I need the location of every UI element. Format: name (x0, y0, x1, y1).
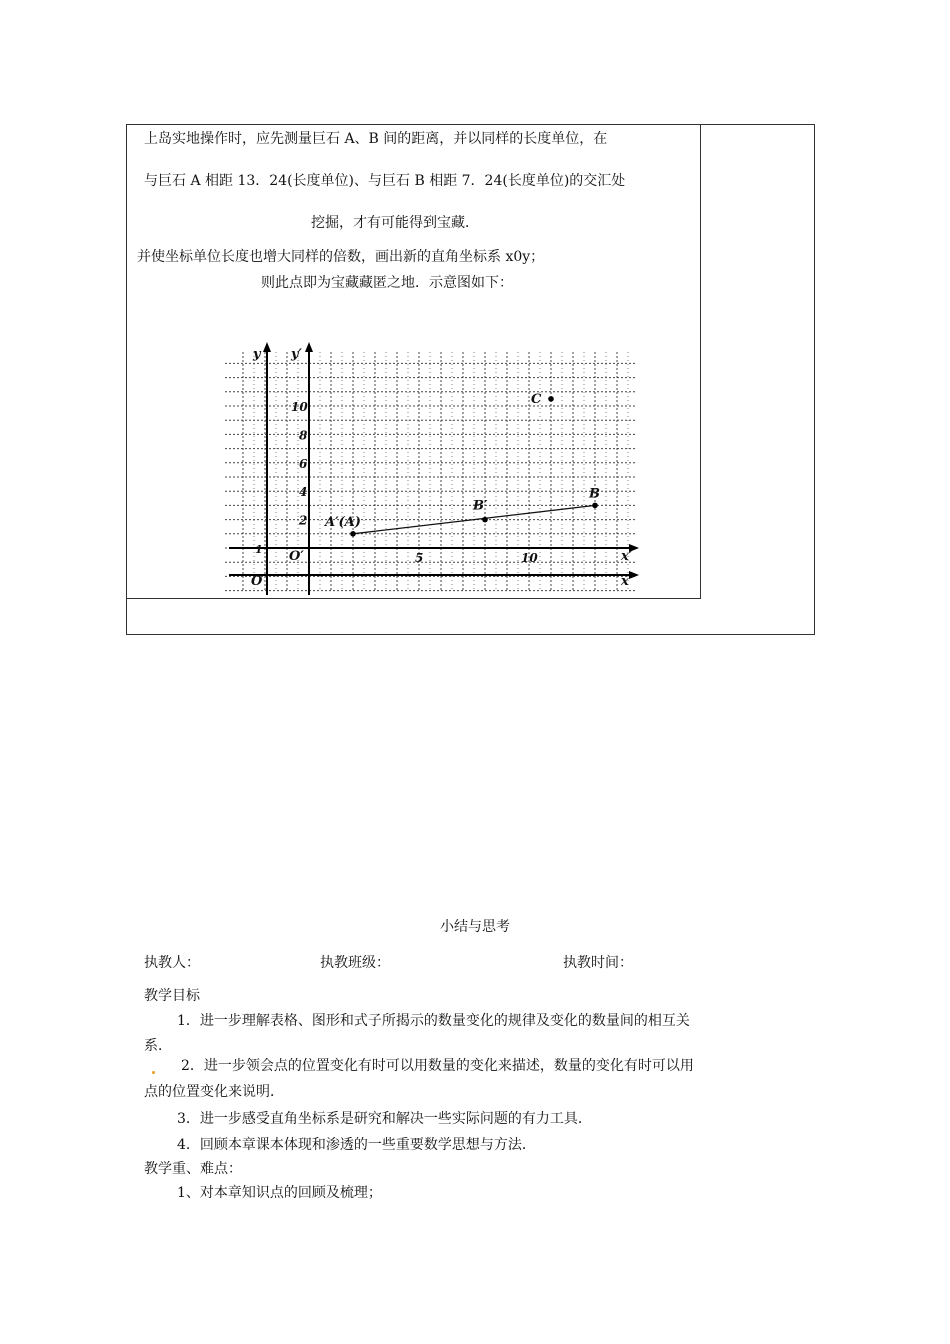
y-tick-label: 4 (299, 485, 308, 500)
class-label: 执教班级： (320, 955, 390, 971)
y-tick-label: 8 (299, 428, 308, 443)
coordinate-chart-svg (225, 340, 645, 600)
origin-label: O (251, 574, 263, 589)
point-label: A′(A) (325, 514, 361, 530)
y-tick-label: 10 (291, 400, 308, 414)
section-title: 小结与思考 (440, 919, 510, 935)
goal-2-line-b: 点的位置变化来说明． (144, 1084, 284, 1100)
table-column-divider (700, 124, 701, 598)
teacher-label: 执教人： (144, 955, 200, 971)
key-heading: 教学重、难点： (144, 1161, 242, 1177)
point-marker (350, 531, 356, 537)
table-line-3: 挖掘，才有可能得到宝藏． (311, 215, 479, 231)
point-marker (592, 503, 598, 509)
table-line-1: 上岛实地操作时，应先测量巨石 A、B 间的距离，并以同样的长度单位，在 (144, 131, 608, 147)
point-marker (482, 517, 488, 523)
y-tick-label: 6 (299, 456, 308, 471)
point-label: B′ (473, 498, 488, 514)
y-axis-label: y (253, 347, 261, 362)
x-axis-label: x (621, 574, 629, 589)
y-prime-axis-arrow (305, 342, 313, 352)
y-prime-axis-label: y′ (291, 347, 302, 362)
key-point-1: 1、对本章知识点的回顾及梳理； (177, 1185, 382, 1201)
x-prime-axis-label: x′ (621, 549, 633, 564)
coordinate-diagram (225, 340, 645, 600)
point-marker (548, 396, 554, 402)
decorative-dot (152, 1071, 155, 1074)
point-label: C (531, 391, 542, 407)
table-line-5: 则此点即为宝藏藏匿之地．示意图如下： (261, 275, 513, 291)
origin-prime-label: O′ (289, 549, 304, 564)
y-tick-label-extra: 1 (255, 543, 263, 556)
goal-3: 3．进一步感受直角坐标系是研究和解决一些实际问题的有力工具． (177, 1111, 592, 1127)
time-label: 执教时间： (563, 955, 633, 971)
table-line-4: 并使坐标单位长度也增大同样的倍数，画出新的直角坐标系 x0y； (137, 249, 545, 265)
point-label: B (589, 486, 600, 502)
goals-heading: 教学目标 (144, 988, 200, 1004)
goal-2-line-a: 2．进一步领会点的位置变化有时可以用数量的变化来描述，数量的变化有时可以用 (181, 1058, 694, 1074)
x-tick-label: 10 (521, 551, 538, 565)
goal-1-line-b: 系． (144, 1038, 172, 1054)
x-axis-arrow (629, 571, 639, 579)
x-tick-label: 5 (415, 551, 424, 565)
y-axis-arrow (263, 342, 271, 352)
goal-1-line-a: 1．进一步理解表格、图形和式子所揭示的数量变化的规律及变化的数量间的相互关 (177, 1013, 690, 1029)
y-tick-label: 2 (299, 513, 308, 528)
goal-4: 4．回顾本章课本体现和渗透的一些重要数学思想与方法． (177, 1137, 536, 1153)
table-line-2: 与巨石 A 相距 13．24(长度单位)、与巨石 B 相距 7．24(长度单位)的交汇处 (144, 173, 626, 189)
